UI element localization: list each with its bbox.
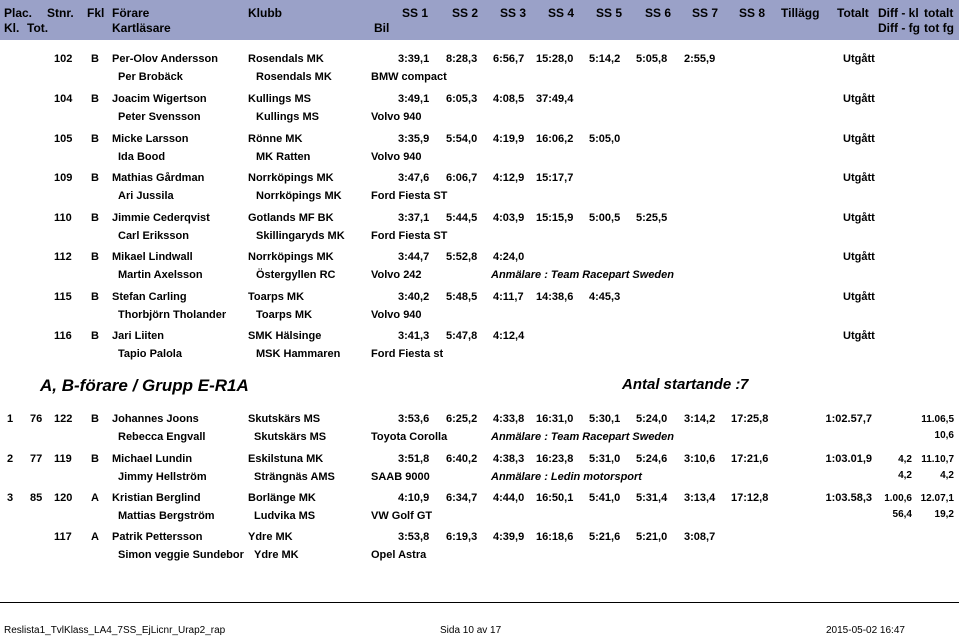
codriver-club: Kullings MS [256, 111, 319, 123]
driver-club: SMK Hälsinge [248, 330, 322, 342]
codriver-name: Martin Axelsson [118, 269, 203, 281]
stage-time: 3:53,6 [398, 413, 430, 425]
footer-date: 2015-05-02 16:47 [826, 625, 905, 636]
car-model: Opel Astra [371, 549, 427, 561]
codriver-name: Thorbjörn Tholander [118, 309, 227, 321]
car-model: Ford Fiesta ST [371, 190, 448, 202]
car-model: Ford Fiesta st [371, 348, 444, 360]
driver-name: Michael Lundin [112, 453, 193, 465]
driver-name: Per-Olov Andersson [112, 53, 218, 65]
status-dnf: Utgått [843, 330, 875, 342]
stage-time: 3:10,6 [684, 453, 716, 465]
driver-club: Eskilstuna MK [248, 453, 324, 465]
stage-time: 3:35,9 [398, 133, 430, 145]
overall-position: 85 [30, 492, 43, 504]
diff-class: 4,2 [898, 454, 912, 465]
status-dnf: Utgått [843, 133, 875, 145]
starters-label: Antal startande : [622, 376, 741, 393]
driver-club: Rosendals MK [248, 53, 324, 65]
header-ss6: SS 6 [645, 6, 672, 20]
start-number: 104 [54, 93, 73, 105]
start-number: 120 [54, 492, 73, 504]
diff-total: 11.06,5 [921, 414, 954, 425]
stage-time: 6:40,2 [446, 453, 478, 465]
car-model: Toyota Corolla [371, 431, 448, 443]
codriver-club: Skutskärs MS [254, 431, 327, 443]
stage-time: 4:03,9 [493, 212, 525, 224]
stage-time: 6:34,7 [446, 492, 478, 504]
diff-previous: 56,4 [892, 509, 912, 520]
driver-club: Ydre MK [248, 531, 293, 543]
stage-time: 5:24,0 [636, 413, 668, 425]
start-number: 105 [54, 133, 73, 145]
driver-name: Micke Larsson [112, 133, 189, 145]
codriver-name: Ida Bood [118, 151, 166, 163]
header-ss4: SS 4 [548, 6, 575, 20]
stage-time: 4:45,3 [589, 291, 621, 303]
driver-class: B [91, 212, 99, 224]
diff-total: 12.07,1 [920, 493, 954, 504]
driver-club: Skutskärs MS [248, 413, 321, 425]
codriver-club: Strängnäs AMS [254, 471, 335, 483]
driver-name: Patrik Pettersson [112, 531, 203, 543]
stage-time: 3:44,7 [398, 251, 430, 263]
driver-club: Borlänge MK [248, 492, 316, 504]
stage-time: 4:39,9 [493, 531, 525, 543]
driver-name: Jimmie Cederqvist [112, 212, 210, 224]
status-dnf: Utgått [843, 172, 875, 184]
driver-class: B [91, 53, 99, 65]
header-totalt-right: totalt [924, 6, 954, 20]
codriver-club: Skillingaryds MK [256, 230, 345, 242]
overall-position: 77 [30, 453, 43, 465]
start-number: 122 [54, 413, 73, 425]
stage-time: 14:38,6 [536, 291, 574, 303]
total-time: 1:02.57,7 [825, 413, 872, 425]
footer-page: Sida 10 av 17 [440, 625, 502, 636]
codriver-club: Östergyllen RC [256, 269, 336, 281]
start-number: 117 [54, 531, 72, 543]
stage-time: 4:44,0 [493, 492, 525, 504]
codriver-name: Mattias Bergström [118, 510, 215, 522]
class-position: 1 [7, 413, 14, 425]
stage-time: 15:15,9 [536, 212, 574, 224]
stage-time: 5:05,8 [636, 53, 668, 65]
stage-time: 3:39,1 [398, 53, 430, 65]
stage-time: 5:48,5 [446, 291, 478, 303]
diff-total-previous: 4,2 [940, 470, 954, 481]
header-kl: Kl. [4, 21, 20, 35]
driver-name: Jari Liiten [112, 330, 164, 342]
start-number: 112 [54, 251, 72, 263]
stage-time: 5:21,6 [589, 531, 621, 543]
driver-name: Kristian Berglind [112, 492, 201, 504]
stage-time: 4:33,8 [493, 413, 525, 425]
header-driver: Förare [112, 6, 150, 20]
car-model: Volvo 940 [371, 309, 422, 321]
stage-time: 6:25,2 [446, 413, 478, 425]
driver-club: Gotlands MF BK [248, 212, 334, 224]
stage-time: 3:49,1 [398, 93, 430, 105]
stage-time: 3:14,2 [684, 413, 716, 425]
stage-time: 17:25,8 [731, 413, 769, 425]
driver-class: B [91, 330, 99, 342]
header-diff-kl: Diff - kl [878, 6, 919, 20]
header-ss7: SS 7 [692, 6, 719, 20]
start-number: 109 [54, 172, 73, 184]
driver-class: B [91, 453, 99, 465]
stage-time: 16:06,2 [536, 133, 574, 145]
entrant: Anmälare : Team Racepart Sweden [491, 431, 674, 443]
codriver-name: Per Brobäck [118, 71, 183, 83]
stage-time: 5:31,0 [589, 453, 621, 465]
stage-time: 3:08,7 [684, 531, 716, 543]
codriver-name: Jimmy Hellström [118, 471, 207, 483]
stage-time: 16:50,1 [536, 492, 574, 504]
footer-divider [0, 602, 959, 603]
header-totalt: Totalt [837, 6, 869, 20]
stage-time: 5:14,2 [589, 53, 621, 65]
stage-time: 4:19,9 [493, 133, 525, 145]
driver-club: Toarps MK [248, 291, 305, 303]
stage-time: 3:51,8 [398, 453, 430, 465]
group-title: A, B-förare / Grupp E-R1A [40, 376, 249, 395]
header-ss3: SS 3 [500, 6, 527, 20]
driver-class: B [91, 251, 99, 263]
driver-name: Mikael Lindwall [112, 251, 193, 263]
car-model: BMW compact [371, 71, 447, 83]
stage-time: 6:56,7 [493, 53, 525, 65]
stage-time: 5:52,8 [446, 251, 478, 263]
column-header-bar [0, 0, 959, 40]
starters-count: 7 [740, 376, 749, 393]
stage-time: 15:17,7 [536, 172, 574, 184]
driver-name: Joacim Wigertson [112, 93, 207, 105]
stage-time: 5:00,5 [589, 212, 621, 224]
driver-club: Kullings MS [248, 93, 311, 105]
driver-class: B [91, 93, 99, 105]
stage-time: 5:24,6 [636, 453, 668, 465]
codriver-name: Simon veggie Sundebor [118, 549, 244, 561]
driver-class: B [91, 172, 99, 184]
car-model: VW Golf GT [371, 510, 433, 522]
stage-time: 4:12,4 [493, 330, 525, 342]
stage-time: 5:44,5 [446, 212, 478, 224]
codriver-name: Tapio Palola [118, 348, 182, 360]
car-model: Ford Fiesta ST [371, 230, 448, 242]
header-ss2: SS 2 [452, 6, 479, 20]
stage-time: 4:11,7 [493, 291, 524, 303]
entrant: Anmälare : Ledin motorsport [491, 471, 642, 483]
stage-time: 16:31,0 [536, 413, 574, 425]
codriver-club: Rosendals MK [256, 71, 332, 83]
diff-previous: 4,2 [898, 470, 912, 481]
overall-position: 76 [30, 413, 43, 425]
class-position: 2 [7, 453, 14, 465]
stage-time: 4:12,9 [493, 172, 525, 184]
status-dnf: Utgått [843, 212, 875, 224]
start-number: 116 [54, 330, 72, 342]
stage-time: 4:38,3 [493, 453, 525, 465]
stage-time: 6:05,3 [446, 93, 478, 105]
driver-class: B [91, 413, 99, 425]
stage-time: 4:10,9 [398, 492, 430, 504]
header-plac: Plac. [4, 6, 33, 20]
codriver-club: Ydre MK [254, 549, 299, 561]
codriver-club: MK Ratten [256, 151, 311, 163]
header-tot-fg: tot fg [924, 21, 954, 35]
header-ss5: SS 5 [596, 6, 623, 20]
diff-total-previous: 19,2 [934, 509, 954, 520]
stage-time: 2:55,9 [684, 53, 716, 65]
stage-time: 5:30,1 [589, 413, 621, 425]
header-stnr: Stnr. [47, 6, 74, 20]
header-diff-fg: Diff - fg [878, 21, 920, 35]
driver-class: B [91, 291, 99, 303]
header-tillagg: Tillägg [781, 6, 820, 20]
stage-time: 5:21,0 [636, 531, 668, 543]
stage-time: 17:21,6 [731, 453, 769, 465]
diff-class: 1.00,6 [884, 493, 912, 504]
stage-time: 5:25,5 [636, 212, 668, 224]
driver-club: Norrköpings MK [248, 251, 334, 263]
start-number: 119 [54, 453, 72, 465]
start-number: 102 [54, 53, 73, 65]
codriver-club: MSK Hammaren [256, 348, 341, 360]
codriver-club: Toarps MK [256, 309, 313, 321]
driver-name: Mathias Gårdman [112, 172, 205, 184]
stage-time: 5:47,8 [446, 330, 478, 342]
status-dnf: Utgått [843, 251, 875, 263]
stage-time: 3:40,2 [398, 291, 430, 303]
stage-time: 3:13,4 [684, 492, 716, 504]
footer-filename: Reslista1_TvlKlass_LA4_7SS_EjLicnr_Urap2_rap [4, 625, 226, 636]
stage-time: 16:23,8 [536, 453, 574, 465]
stage-time: 5:31,4 [636, 492, 668, 504]
driver-class: A [91, 492, 99, 504]
header-ss8: SS 8 [739, 6, 766, 20]
status-dnf: Utgått [843, 93, 875, 105]
header-tot: Tot. [27, 21, 49, 35]
header-codriver: Kartläsare [112, 21, 171, 35]
stage-time: 3:47,6 [398, 172, 430, 184]
stage-time: 5:05,0 [589, 133, 621, 145]
total-time: 1:03.58,3 [825, 492, 872, 504]
stage-time: 3:37,1 [398, 212, 430, 224]
stage-time: 3:53,8 [398, 531, 430, 543]
car-model: Volvo 940 [371, 151, 422, 163]
header-fkl: Fkl [87, 6, 105, 20]
driver-club: Norrköpings MK [248, 172, 334, 184]
status-dnf: Utgått [843, 291, 875, 303]
stage-time: 3:41,3 [398, 330, 430, 342]
stage-time: 17:12,8 [731, 492, 769, 504]
driver-class: B [91, 133, 99, 145]
start-number: 110 [54, 212, 72, 224]
stage-time: 6:06,7 [446, 172, 478, 184]
class-position: 3 [7, 492, 14, 504]
car-model: Volvo 242 [371, 269, 422, 281]
diff-total: 11.10,7 [921, 454, 954, 465]
stage-time: 5:54,0 [446, 133, 478, 145]
driver-name: Stefan Carling [112, 291, 187, 303]
stage-time: 5:41,0 [589, 492, 621, 504]
header-club: Klubb [248, 6, 282, 20]
driver-name: Johannes Joons [112, 413, 199, 425]
stage-time: 4:24,0 [493, 251, 525, 263]
entrant: Anmälare : Team Racepart Sweden [491, 269, 674, 281]
codriver-club: Ludvika MS [254, 510, 316, 522]
start-number: 115 [54, 291, 72, 303]
codriver-name: Carl Eriksson [118, 230, 189, 242]
stage-time: 37:49,4 [536, 93, 574, 105]
status-dnf: Utgått [843, 53, 875, 65]
codriver-name: Rebecca Engvall [118, 431, 206, 443]
header-ss1: SS 1 [402, 6, 429, 20]
codriver-club: Norrköpings MK [256, 190, 342, 202]
driver-club: Rönne MK [248, 133, 303, 145]
driver-class: A [91, 531, 99, 543]
car-model: SAAB 9000 [371, 471, 430, 483]
stage-time: 15:28,0 [536, 53, 574, 65]
stage-time: 16:18,6 [536, 531, 574, 543]
total-time: 1:03.01,9 [825, 453, 872, 465]
stage-time: 6:19,3 [446, 531, 478, 543]
codriver-name: Ari Jussila [118, 190, 174, 202]
car-model: Volvo 940 [371, 111, 422, 123]
header-car: Bil [374, 21, 390, 35]
stage-time: 8:28,3 [446, 53, 478, 65]
stage-time: 4:08,5 [493, 93, 525, 105]
diff-total-previous: 10,6 [934, 430, 954, 441]
codriver-name: Peter Svensson [118, 111, 201, 123]
